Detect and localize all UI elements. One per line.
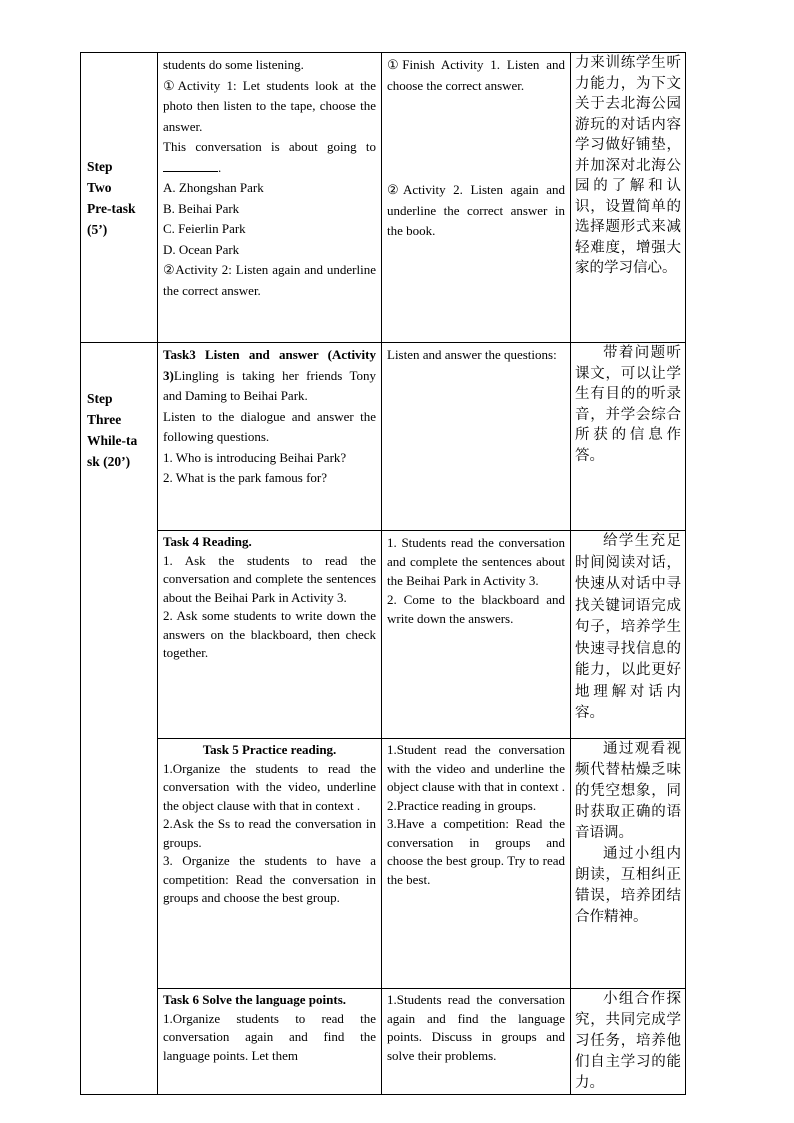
teacher-text: ①Activity 1: Let students look at the photo then listen to the tape, choose the answer. <box>163 77 376 134</box>
student-text: 2.Practice reading in groups. <box>387 797 537 813</box>
purpose-cell <box>571 531 686 739</box>
table-row-task3 <box>81 343 686 531</box>
student-text: ①Finish Activity 1. Listen and choose the correct answer. <box>387 57 565 93</box>
student-text: 1.Student read the conversation with the video and underline the object clause with that in context . <box>387 742 565 794</box>
teacher-text: 1. Who is introducing Beihai Park? <box>163 449 347 465</box>
teacher-text: Listen to the dialogue and answer the following questions. <box>163 408 376 444</box>
teacher-activity-cell <box>158 989 382 1095</box>
purpose-cell <box>571 53 686 343</box>
spacer <box>387 96 565 180</box>
student-text: ②Activity 2. Listen again and underline the correct answer in the book. <box>387 182 565 238</box>
step-label-line: (5’) <box>87 221 108 237</box>
task-title: Task3 Listen and answer (Activity 3) <box>163 347 376 383</box>
table-row-task5 <box>81 739 686 989</box>
task-text: Lingling is taking her friends Tony and Daming to Beihai Park. <box>163 367 376 403</box>
task-title: Task 5 Practice reading. <box>202 742 337 757</box>
table-row-step-two <box>81 53 686 343</box>
student-text: 1.Students read the conversation again and find the language points. Discuss in groups and solve their problems. <box>387 992 565 1063</box>
teacher-activity-cell <box>158 531 382 739</box>
purpose-cell <box>571 343 686 531</box>
purpose-text: 力来训练学生听力能力，为下文关于去北海公园游玩的对话内容学习做好铺垫，并加深对北海公园的了解和认识，设置简单的选择题形式来减轻难度，增强大家的学习信心。 <box>575 55 681 276</box>
step-label <box>81 53 158 343</box>
task-heading <box>163 345 376 407</box>
answer-blank <box>163 159 218 172</box>
teacher-text: 2. What is the park famous for? <box>163 470 328 485</box>
purpose-text: 小组合作探究，共同完成学习任务，培养他们自主学习的能力。 <box>575 991 681 1091</box>
option-item: D. Ocean Park <box>163 241 240 257</box>
step-label-line: Step <box>87 158 113 174</box>
purpose-text: 通过观看视频代替枯燥乏味的凭空想象，同时获取正确的语音语调。 <box>575 741 681 841</box>
step-label-line: Three <box>87 412 122 427</box>
student-activity-cell <box>382 343 571 531</box>
teacher-text: 2. Ask some students to write down the answers on the blackboard, then check together. <box>163 608 376 660</box>
student-text: Listen and answer the questions: <box>387 347 557 362</box>
step-label-line: sk (20’) <box>87 454 131 469</box>
purpose-cell <box>571 989 686 1095</box>
student-text: 2. Come to the blackboard and write down the answers. <box>387 592 565 626</box>
step-label-line: Step <box>87 391 113 406</box>
purpose-text: 给学生充足时间阅读对话，快速从对话中寻找关键词语完成句子，培养学生快速寻找信息的能力，以此更好地理解对话内容。 <box>575 533 681 721</box>
teacher-text: 1.Organize students to read the conversation again and find the language points. Let them <box>163 1010 376 1063</box>
option-item: B. Beihai Park <box>163 200 240 216</box>
purpose-text: 通过小组内朗读，互相纠正错误，培养团结合作精神。 <box>575 846 681 925</box>
step-label-line: Pre-task <box>87 200 136 216</box>
task-title: Task 4 Reading. <box>163 534 252 549</box>
task-title: Task 6 Solve the language points. <box>163 992 347 1007</box>
purpose-cell <box>571 739 686 989</box>
step-label-line: Two <box>87 179 112 195</box>
teacher-text: students do some listening. <box>163 57 304 72</box>
option-item: A. Zhongshan Park <box>163 180 264 195</box>
teacher-activity-cell <box>158 343 382 531</box>
teacher-activity-cell <box>158 739 382 989</box>
student-text: 3.Have a competition: Read the conversation in groups and choose the best group. Try to read the best. <box>387 816 565 887</box>
teacher-text: ②Activity 2: Listen again and underline the correct answer. <box>163 262 376 298</box>
teacher-text: This conversation is about going to . <box>163 139 376 175</box>
table-row-task4 <box>81 531 686 739</box>
step-label-line: While-ta <box>87 433 138 448</box>
teacher-question: This conversation is about going to <box>163 139 376 154</box>
step-label <box>81 343 158 1095</box>
table-row-task6 <box>81 989 686 1095</box>
student-activity-cell <box>382 531 571 739</box>
student-activity-cell <box>382 989 571 1095</box>
teacher-text: 3. Organize the students to have a competition: Read the conversation in groups and choose the best group. <box>163 853 376 905</box>
student-activity-cell <box>382 53 571 343</box>
teacher-text: 1.Organize the students to read the conversation with the video, underline the object clause with that in context . <box>163 760 376 813</box>
teacher-text: 1. Ask the students to read the conversation and complete the sentences about the Beihai Park in Activity 3. <box>163 552 376 605</box>
option-item: C. Feierlin Park <box>163 221 246 236</box>
lesson-plan-table <box>80 52 686 1095</box>
teacher-activity-cell <box>158 53 382 343</box>
purpose-text: 带着问题听课文，可以让学生有目的的听录音，并学会综合所获的信息作答。 <box>575 345 681 464</box>
teacher-text: 2.Ask the Ss to read the conversation in groups. <box>163 816 376 850</box>
student-text: 1. Students read the conversation and complete the sentences about the Beihai Park in Activity 3. <box>387 535 565 588</box>
student-activity-cell <box>382 739 571 989</box>
